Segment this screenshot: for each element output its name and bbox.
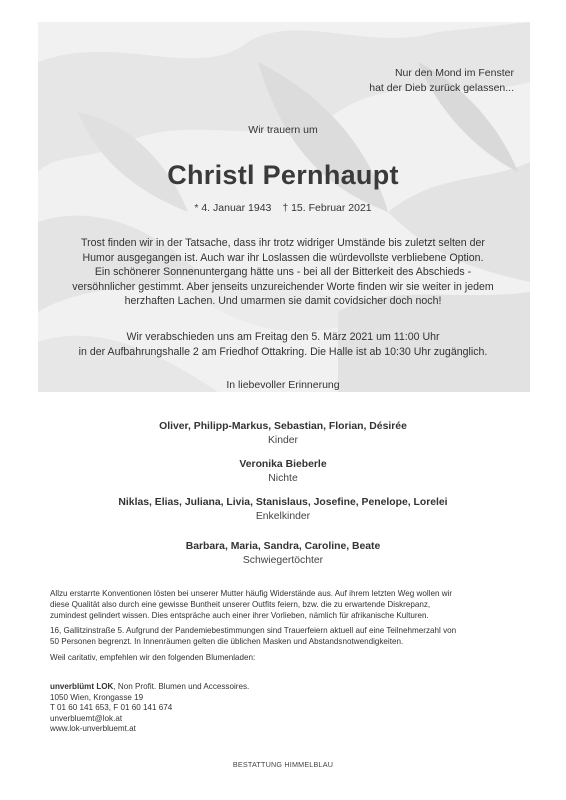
tribute-line: Trost finden wir in der Tatsache, dass ihr trotz widriger Umstände bis zuletzt selten der xyxy=(81,237,485,249)
quote-line: hat der Dieb zurück gelassen... xyxy=(369,82,514,94)
quote-line: Nur den Mond im Fenster xyxy=(394,67,514,79)
mourner-group xyxy=(0,496,566,524)
mourner-names: Oliver, Philipp-Markus, Sebastian, Florian, Désirée xyxy=(159,421,407,432)
tribute-line: versöhnlicher gestimmt. Aber jenseits unzureichender Worte finden wir sie weiter in jedem xyxy=(72,280,494,293)
death-date: † 15. Februar 2021 xyxy=(282,202,372,214)
florist-description: , Non Profit. Blumen und Accessoires. xyxy=(113,682,250,691)
florist-name-line xyxy=(50,682,350,693)
life-dates xyxy=(0,202,566,214)
mourner-group xyxy=(0,540,566,568)
notes-section xyxy=(50,589,520,669)
mourning-intro: Wir trauern um xyxy=(248,124,318,136)
tribute-line: herzhaften Lachen. Und umarmen sie damit covidsicher doch noch! xyxy=(124,295,442,307)
undertaker-name: BESTATTUNG HIMMELBLAU xyxy=(232,760,334,769)
mourner-names: Veronika Bieberle xyxy=(239,459,327,470)
mourner-relation: Nichte xyxy=(268,473,298,484)
mourner-relation: Enkelkinder xyxy=(255,511,311,522)
mourner-names: Niklas, Elias, Juliana, Livia, Stanislaus, Josefine, Penelope, Lorelei xyxy=(118,497,448,508)
florist-email[interactable]: unverbluemt@lok.at xyxy=(50,713,123,723)
florist-phone: T 01 60 141 653, F 01 60 141 674 xyxy=(50,703,173,713)
birth-date: * 4. Januar 1943 xyxy=(194,202,272,214)
pandemic-note: 16, Gallitzinstraße 5. Aufgrund der Pandemiebestimmungen sind Trauerfeiern aktuell auf eine Teilnehmerzahl von 50 Personen begrenzt. In Innenräumen gelten die üblichen Masken und Abstandsnotwendigkeiten. xyxy=(50,626,457,647)
florist-address: 1050 Wien, Krongasse 19 xyxy=(50,692,144,702)
mourner-group xyxy=(0,420,566,448)
mourner-relation: Kinder xyxy=(267,435,299,446)
farewell-line: in der Aufbahrungshalle 2 am Friedhof Ottakring. Die Halle ist ab 10:30 Uhr zugänglich. xyxy=(78,346,488,358)
mourner-relation: Schwiegertöchter xyxy=(242,555,324,566)
tribute-line: Humor ausgegangen ist. Auch war ihr Loslassen die würdevollste verbliebene Option. xyxy=(82,251,484,264)
tribute-line: Ein schönerer Sonnenuntergang hätte uns - bei all der Bitterkeit des Abschieds - xyxy=(94,266,472,278)
mourner-names: Barbara, Maria, Sandra, Caroline, Beate xyxy=(185,541,381,552)
florist-name: unverblümt LOK xyxy=(50,682,114,691)
epigraph-quote xyxy=(254,66,514,96)
farewell-line: Wir verabschieden uns am Freitag den 5. März 2021 um 11:00 Uhr xyxy=(126,331,440,343)
florist-intro: Weil caritativ, empfehlen wir den folgenden Blumenladen: xyxy=(50,652,256,662)
florist-website[interactable]: www.lok-unverbluemt.at xyxy=(50,724,136,734)
deceased-name: Christl Pernhaupt xyxy=(167,160,399,190)
tribute-text xyxy=(48,236,518,309)
dress-code-note: Allzu erstarrte Konventionen lösten bei unserer Mutter häufig Widerstände aus. Auf ihrem letzten Weg wollen wir diese Qualität also durch eine gewisse Buntheit unserer Outfits feiern, bzw. die zu erwartende Diskrepanz, zumindest gelindert wissen. Dies entspräche auch einer ihrer Vorlieben, nämlich für afrikanische Kulturen. xyxy=(50,589,453,620)
farewell-details xyxy=(40,330,526,360)
florist-contact xyxy=(50,682,350,735)
mourner-group xyxy=(0,458,566,486)
memory-line: In liebevoller Erinnerung xyxy=(226,379,340,391)
